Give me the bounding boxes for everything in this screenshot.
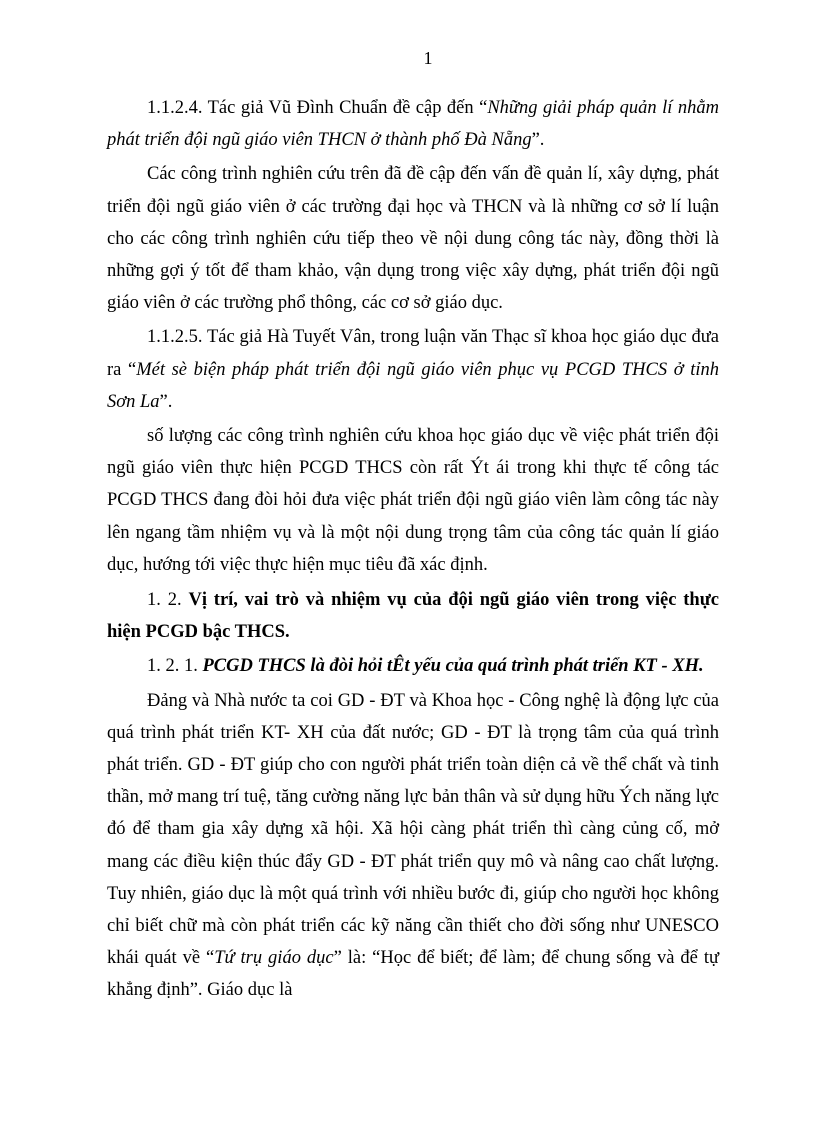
paragraph-research-summary: Các công trình nghiên cứu trên đã đề cập đến vấn đề quản lí, xây dựng, phát triển đội ngũ giáo viên ở các trường đại học và THCN và là những cơ sở lí luận cho các công trình nghiên cứu tiếp theo về nội dung công tác này, đồng thời là những gợi ý tốt để tham khảo, vận dụng trong việc xây dựng, phát triển đội ngũ giáo viên ở các trường phổ thông, các cơ sở giáo dục.	[107, 164, 719, 314]
paragraph-text: ”.	[159, 391, 173, 412]
section-heading-1-2	[107, 584, 719, 648]
section-title: Vị trí, vai trò và nhiệm vụ của đội ngũ giáo viên trong việc thực hiện PCGD bậc THCS.	[107, 590, 720, 643]
section-title: PCGD THCS là đòi hỏi tÊt yếu của quá trình phát triển KT - XH.	[202, 656, 704, 677]
paragraph-text: 1.1.2.5. Tác giả Hà Tuyết Vân, trong luận văn Thạc sĩ khoa học giáo dục đưa ra “	[107, 327, 719, 380]
section-number: 1. 2.	[147, 590, 189, 611]
italic-work-title: Mét sè biện pháp phát triển đội ngũ giáo viên phục vụ PCGD THCS ở tỉnh Sơn La	[107, 359, 719, 412]
paragraph-text: ”.	[531, 130, 545, 151]
paragraph-text: Đảng và Nhà nước ta coi GD - ĐT và Khoa học - Công nghệ là động lực của quá trình phát triển KT- XH của đất nước; GD - ĐT là trọng tâm của quá trình phát triển. GD - ĐT giúp cho con người phát triển toàn diện cả về thể chất và tinh thần, mở mang trí tuệ, tăng cường năng lực bản thân và sử dụng hữu Ých năng lực đó để tham gia xây dựng xã hội. Xã hội càng phát triển thì càng củng cố, mở mang các điều kiện thúc đẩy GD - ĐT phát triển quy mô và nâng cao chất lượng. Tuy nhiên, giáo dục là một quá trình với nhiều bước đi, giúp cho người học không chỉ biết chữ mà còn phát triển các kỹ năng cần thiết cho đời sống như UNESCO khái quát về “	[107, 690, 719, 969]
paragraph-1-1-2-5	[107, 321, 719, 418]
document-body	[107, 92, 719, 1007]
section-number: 1. 2. 1.	[147, 656, 203, 677]
page-number: 1	[423, 48, 433, 68]
italic-term: Tứ trụ giáo dục	[214, 948, 334, 969]
paragraph-text: ” là: “Học để biết; để làm; để chung sống và để tự khẳng định”. Giáo dục là	[107, 948, 719, 1001]
paragraph-education-role	[107, 685, 719, 1007]
paragraph-research-count: số lượng các công trình nghiên cứu khoa học giáo dục về việc phát triển đội ngũ giáo viên thực hiện PCGD THCS còn rất Ýt ái trong khi thực tế công tác PCGD THCS đang đòi hỏi đưa việc phát triển đội ngũ giáo viên làm công tác này lên ngang tầm nhiệm vụ và là một nội dung trọng tâm của công tác quản lí giáo dục, hướng tới việc thực hiện mục tiêu đã xác định.	[107, 426, 719, 575]
section-heading-1-2-1	[107, 650, 719, 682]
paragraph-text: 1.1.2.4. Tác giả Vũ Đình Chuẩn đề cập đến “	[147, 98, 488, 118]
paragraph-1-1-2-4	[107, 92, 719, 156]
italic-work-title: Những giải pháp quản lí nhằm phát triển đội ngũ giáo viên THCN ở thành phố Đà Nẵng	[107, 98, 719, 151]
